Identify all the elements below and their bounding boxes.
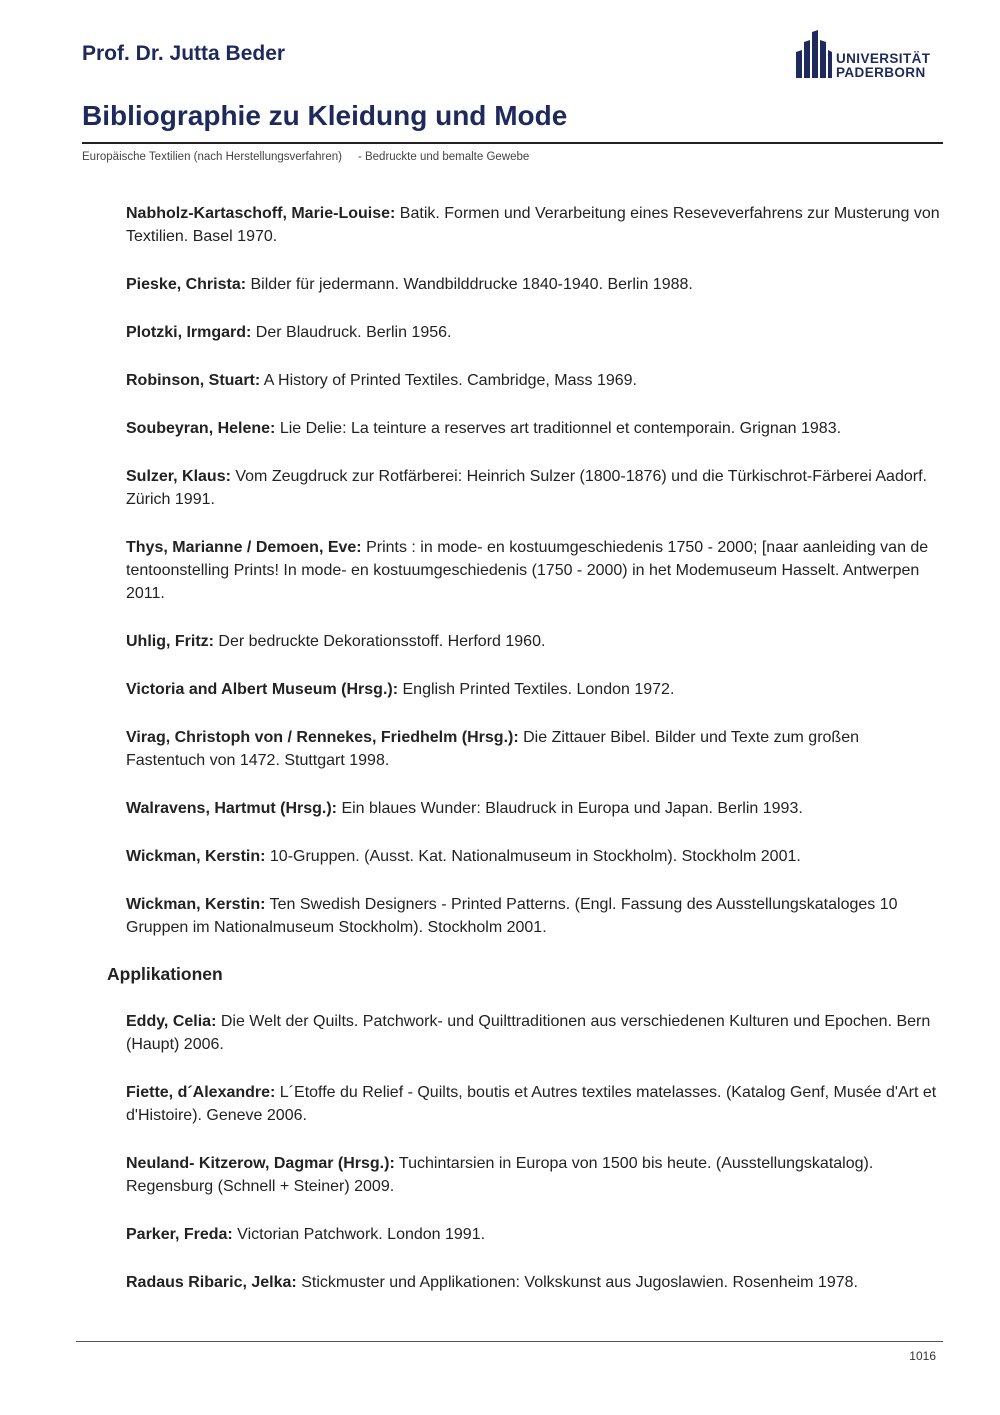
bibliography-content xyxy=(107,202,941,1319)
entry-text: Der Blaudruck. Berlin 1956. xyxy=(251,324,452,341)
entry-author: Pieske, Christa: xyxy=(126,276,247,293)
bibliography-entry xyxy=(126,202,941,248)
entry-text: Tuchintarsien in Europa von 1500 bis heute. (Ausstellungskatalog). Regensburg (Schnell + Steiner) 2009. xyxy=(126,1155,874,1195)
entry-text: Der bedruckte Dekorationsstoff. Herford 1960. xyxy=(213,633,546,650)
bibliography-entry xyxy=(126,630,941,653)
applikationen-list xyxy=(126,1010,941,1294)
bibliography-entry xyxy=(126,678,941,701)
entry-text: Ten Swedish Designers - Printed Patterns. (Engl. Fassung des Ausstellungskataloges 10 Gruppen im Nationalmuseum Stockholm). Stockholm 2001. xyxy=(126,896,898,936)
logo-line-1: UNIVERSITÄT xyxy=(836,51,931,66)
bibliography-entry xyxy=(126,845,941,868)
bibliography-entry xyxy=(126,797,941,820)
entry-author: Nabholz-Kartaschoff, Marie-Louise: xyxy=(126,205,396,222)
bibliography-entry xyxy=(126,273,941,296)
bibliography-entry xyxy=(126,417,941,440)
entry-text: 10-Gruppen. (Ausst. Kat. Nationalmuseum in Stockholm). Stockholm 2001. xyxy=(265,848,801,865)
entry-text: Stickmuster und Applikationen: Volkskunst aus Jugoslawien. Rosenheim 1978. xyxy=(296,1274,858,1291)
document-title: Bibliographie zu Kleidung und Mode xyxy=(82,100,568,131)
printed-textiles-list xyxy=(126,202,941,939)
university-logo xyxy=(794,30,944,82)
bibliography-entry xyxy=(126,1081,941,1127)
entry-text: Ein blaues Wunder: Blaudruck in Europa und Japan. Berlin 1993. xyxy=(337,800,803,817)
entry-author: Virag, Christoph von / Rennekes, Friedhelm (Hrsg.): xyxy=(126,729,519,746)
entry-author: Sulzer, Klaus: xyxy=(126,468,231,485)
entry-author: Victoria and Albert Museum (Hrsg.): xyxy=(126,681,399,698)
entry-author: Radaus Ribaric, Jelka: xyxy=(126,1274,297,1291)
entry-author: Wickman, Kerstin: xyxy=(126,896,266,913)
entry-author: Eddy, Celia: xyxy=(126,1013,217,1030)
bibliography-entry xyxy=(126,369,941,392)
entry-text: English Printed Textiles. London 1972. xyxy=(398,681,675,698)
bibliography-entry xyxy=(126,893,941,939)
entry-text: Die Welt der Quilts. Patchwork- und Quilttraditionen aus verschiedenen Kulturen und Epochen. Bern (Haupt) 2006. xyxy=(126,1013,931,1053)
entry-author: Plotzki, Irmgard: xyxy=(126,324,252,341)
entry-author: Wickman, Kerstin: xyxy=(126,848,266,865)
bibliography-entry xyxy=(126,321,941,344)
entry-text: Vom Zeugdruck zur Rotfärberei: Heinrich Sulzer (1800-1876) und die Türkischrot-Färberei Aadorf. Zürich 1991. xyxy=(126,468,927,508)
page-number: 1016 xyxy=(909,1349,936,1363)
breadcrumb-part-2: - Bedruckte und bemalte Gewebe xyxy=(357,151,530,163)
entry-author: Uhlig, Fritz: xyxy=(126,633,214,650)
header-divider xyxy=(82,142,943,144)
university-logo-text xyxy=(836,52,930,80)
bibliography-entry xyxy=(126,1010,941,1056)
entry-author: Neuland- Kitzerow, Dagmar (Hrsg.): xyxy=(126,1155,395,1172)
footer-divider xyxy=(76,1341,943,1342)
entry-author: Parker, Freda: xyxy=(126,1226,233,1243)
entry-text: Prints : in mode- en kostuumgeschiedenis 1750 - 2000; [naar aanleiding van de tentoonstelling Prints! In mode- en kostuumgeschiedenis (1750 - 2000) in het Modemuseum Hasselt. Antwerpen 2011. xyxy=(126,539,929,602)
bibliography-entry xyxy=(126,726,941,772)
entry-author: Walravens, Hartmut (Hrsg.): xyxy=(126,800,337,817)
entry-text: Die Zittauer Bibel. Bilder und Texte zum großen Fastentuch von 1472. Stuttgart 1998. xyxy=(126,729,859,769)
entry-text: Batik. Formen und Verarbeitung eines Reseveverfahrens zur Musterung von Textilien. Basel 1970. xyxy=(126,205,940,245)
bibliography-entry xyxy=(126,536,941,605)
section-heading-applikationen: Applikationen xyxy=(107,964,223,984)
university-logo-icon xyxy=(794,30,834,82)
entry-author: Soubeyran, Helene: xyxy=(126,420,276,437)
bibliography-entry xyxy=(126,1271,941,1294)
breadcrumb xyxy=(82,151,529,163)
entry-author: Thys, Marianne / Demoen, Eve: xyxy=(126,539,362,556)
entry-text: Bilder für jedermann. Wandbilddrucke 1840-1940. Berlin 1988. xyxy=(246,276,693,293)
entry-text: L´Etoffe du Relief - Quilts, boutis et Autres textiles matelasses. (Katalog Genf, Musée d'Art et d'Histoire). Geneve 2006. xyxy=(126,1084,937,1124)
logo-line-2: PADERBORN xyxy=(836,65,926,80)
document-author: Prof. Dr. Jutta Beder xyxy=(82,42,286,65)
bibliography-entry xyxy=(126,465,941,511)
entry-author: Robinson, Stuart: xyxy=(126,372,261,389)
entry-text: Victorian Patchwork. London 1991. xyxy=(232,1226,486,1243)
entry-text: Lie Delie: La teinture a reserves art traditionnel et contemporain. Grignan 1983. xyxy=(275,420,842,437)
bibliography-entry xyxy=(126,1223,941,1246)
breadcrumb-part-1: Europäische Textilien (nach Herstellungsverfahren) xyxy=(82,151,342,163)
entry-author: Fiette, d´Alexandre: xyxy=(126,1084,276,1101)
entry-text: A History of Printed Textiles. Cambridge, Mass 1969. xyxy=(260,372,637,389)
bibliography-entry xyxy=(126,1152,941,1198)
